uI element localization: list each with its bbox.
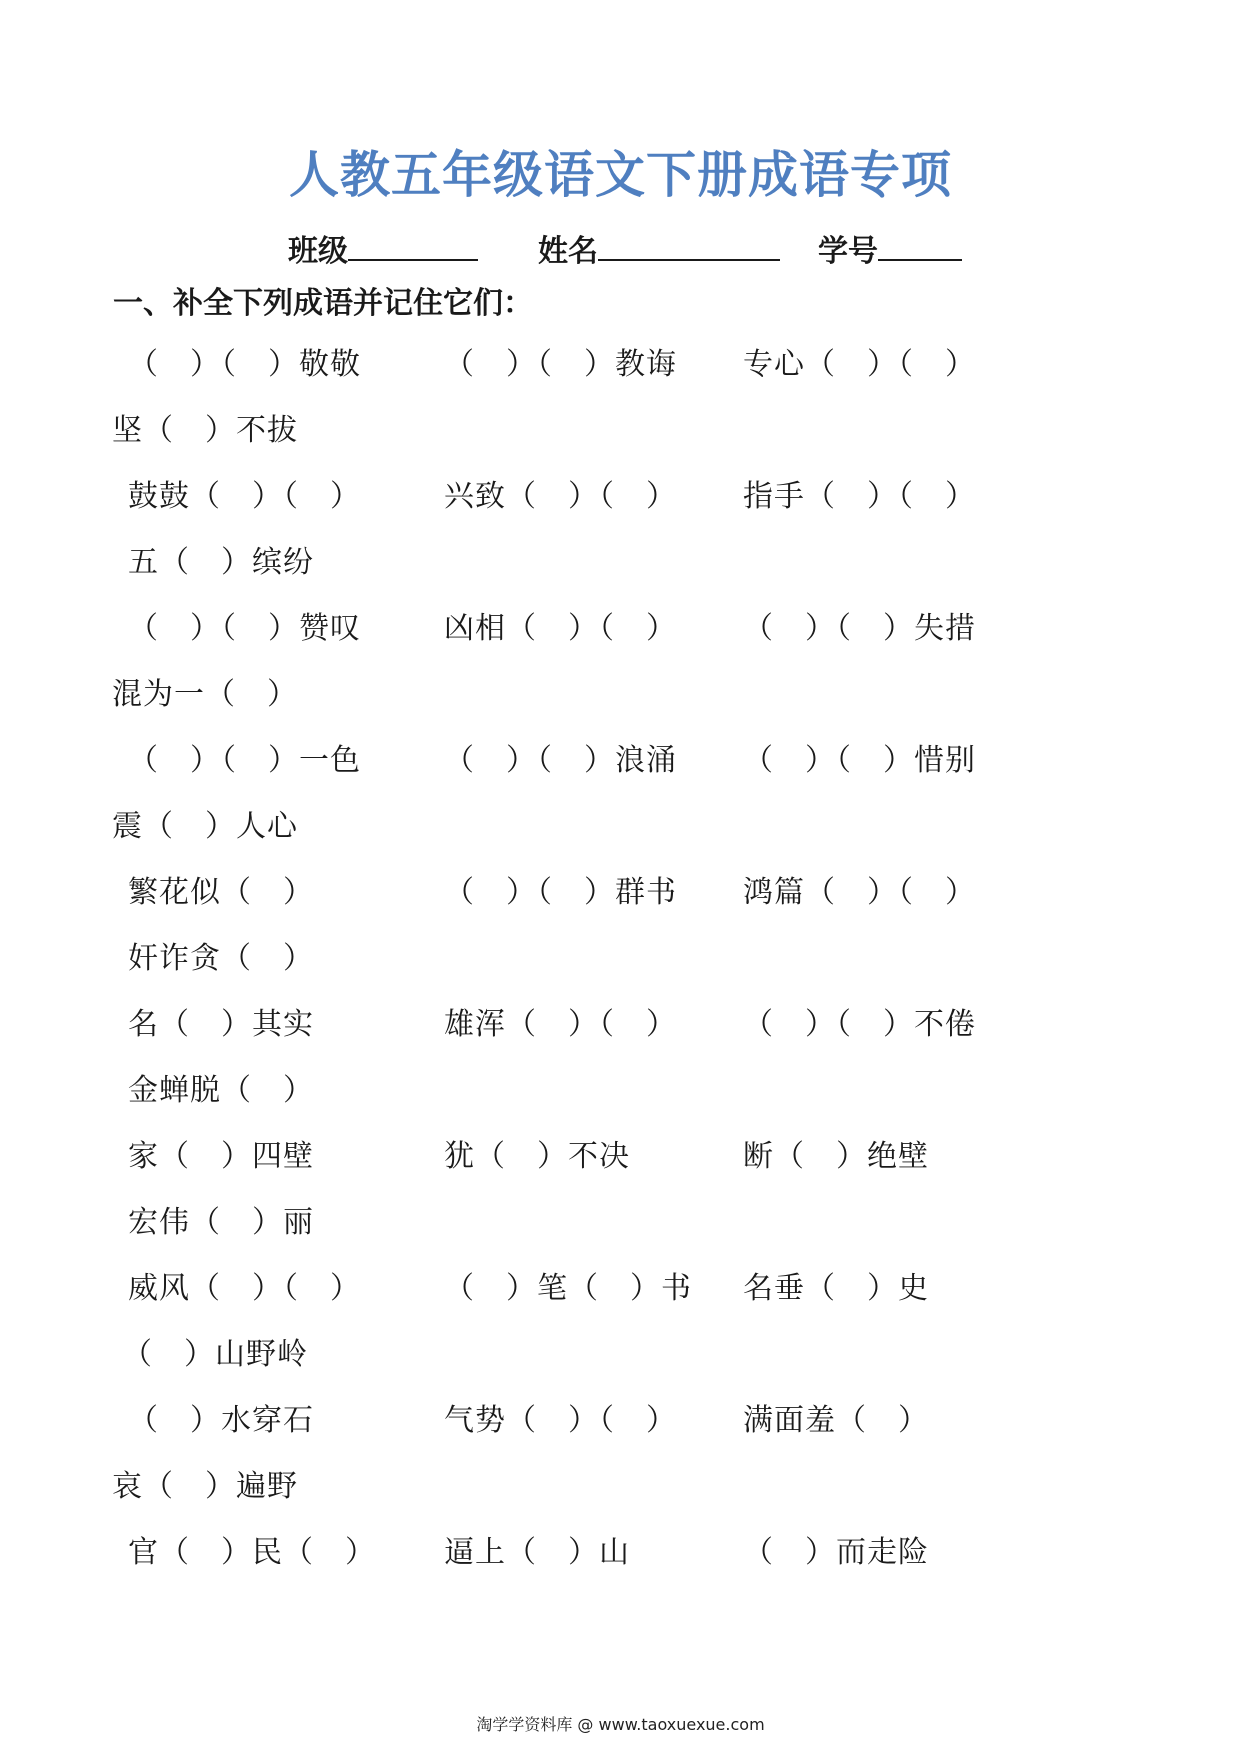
idiom-item: （ ）（ ）一色 <box>128 743 361 778</box>
idiom-item: 兴致（ ）（ ） <box>444 479 677 514</box>
idiom-item: 官（ ）民（ ） <box>128 1535 376 1570</box>
page-title: 人教五年级语文下册成语专项 <box>289 146 952 204</box>
name-field <box>538 225 780 274</box>
idiom-item: （ ）（ ）教诲 <box>444 347 677 382</box>
idiom-item: 鼓鼓（ ）（ ） <box>128 479 361 514</box>
idiom-row <box>0 739 1241 789</box>
idiom-item: 名（ ）其实 <box>128 1007 314 1042</box>
idiom-row <box>0 1135 1241 1185</box>
class-field <box>288 225 478 274</box>
idiom-item: 家（ ）四壁 <box>128 1139 314 1174</box>
idiom-item: 雄浑（ ）（ ） <box>444 1007 677 1042</box>
idiom-item: 鸿篇（ ）（ ） <box>743 875 976 910</box>
idiom-row <box>0 871 1241 921</box>
number-blank[interactable] <box>878 225 962 261</box>
idiom-item: 断（ ）绝壁 <box>743 1139 929 1174</box>
idiom-item: 指手（ ）（ ） <box>743 479 976 514</box>
idiom-item: （ ）（ ）惜别 <box>743 743 976 778</box>
idiom-item: （ ）（ ）浪涌 <box>444 743 677 778</box>
number-field <box>818 225 962 274</box>
idiom-row <box>0 1531 1241 1581</box>
idiom-row <box>0 1333 1241 1383</box>
name-label: 姓名 <box>538 234 598 269</box>
idiom-row <box>0 805 1241 855</box>
idiom-item: 坚（ ）不拔 <box>112 413 298 448</box>
section-heading: 一、补全下列成语并记住它们： <box>113 286 533 321</box>
footer-watermark: 淘学学资料库 @ www.taoxuexue.com <box>476 1715 765 1734</box>
idiom-item: 凶相（ ）（ ） <box>444 611 677 646</box>
student-info-line <box>0 225 1241 275</box>
idiom-item: 威风（ ）（ ） <box>128 1271 361 1306</box>
idiom-item: 专心（ ）（ ） <box>743 347 976 382</box>
name-blank[interactable] <box>598 225 780 261</box>
idiom-item: 五（ ）缤纷 <box>128 545 314 580</box>
idiom-item: （ ）（ ）群书 <box>444 875 677 910</box>
idiom-item: 奸诈贪（ ） <box>128 941 314 976</box>
idiom-row <box>0 1465 1241 1515</box>
idiom-item: 繁花似（ ） <box>128 875 314 910</box>
idiom-item: （ ）而走险 <box>743 1535 929 1570</box>
idiom-row <box>0 1399 1241 1449</box>
idiom-row <box>0 937 1241 987</box>
idiom-item: 宏伟（ ）丽 <box>128 1205 314 1240</box>
idiom-row <box>0 409 1241 459</box>
idiom-row <box>0 541 1241 591</box>
idiom-item: 气势（ ）（ ） <box>444 1403 677 1438</box>
idiom-row <box>0 1201 1241 1251</box>
idiom-item: （ ）（ ）失措 <box>743 611 976 646</box>
class-label: 班级 <box>288 234 348 269</box>
idiom-item: 混为一（ ） <box>112 677 298 712</box>
idiom-item: （ ）笔（ ）书 <box>444 1271 692 1306</box>
idiom-row <box>0 1069 1241 1119</box>
idiom-item: 震（ ）人心 <box>112 809 298 844</box>
idiom-item: 逼上（ ）山 <box>444 1535 630 1570</box>
idiom-item: （ ）山野岭 <box>122 1337 308 1372</box>
class-blank[interactable] <box>348 225 478 261</box>
idiom-row <box>0 1003 1241 1053</box>
idiom-item: 金蝉脱（ ） <box>128 1073 314 1108</box>
idiom-row <box>0 343 1241 393</box>
idiom-row <box>0 475 1241 525</box>
idiom-item: （ ）（ ）赞叹 <box>128 611 361 646</box>
idiom-item: （ ）（ ）敬敬 <box>128 347 361 382</box>
idiom-item: 哀（ ）遍野 <box>112 1469 298 1504</box>
idiom-row <box>0 673 1241 723</box>
number-label: 学号 <box>818 234 878 269</box>
idiom-item: 满面羞（ ） <box>743 1403 929 1438</box>
idiom-row <box>0 1267 1241 1317</box>
idiom-item: （ ）水穿石 <box>128 1403 314 1438</box>
idiom-item: （ ）（ ）不倦 <box>743 1007 976 1042</box>
idiom-item: 名垂（ ）史 <box>743 1271 929 1306</box>
idiom-row <box>0 607 1241 657</box>
idiom-item: 犹（ ）不决 <box>444 1139 630 1174</box>
